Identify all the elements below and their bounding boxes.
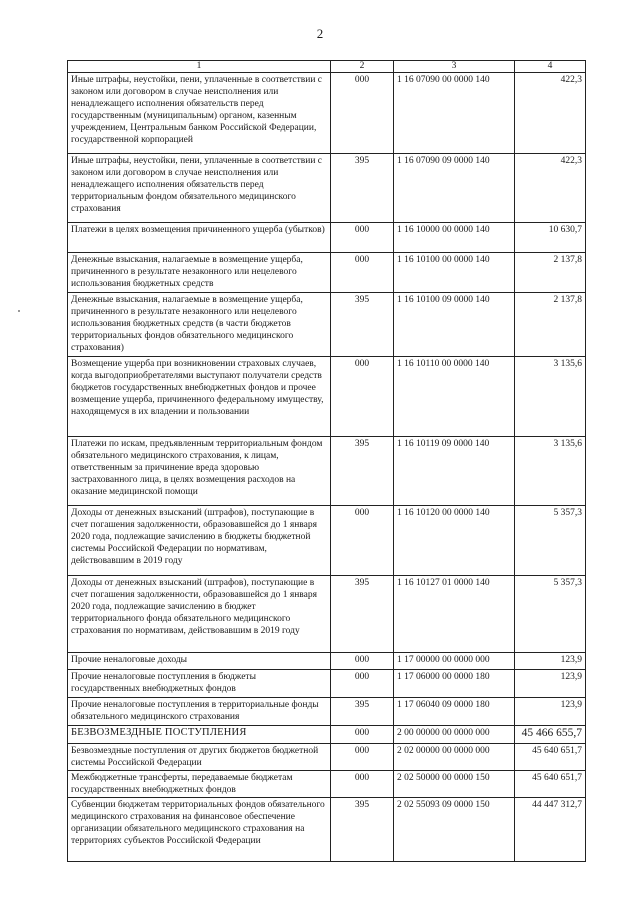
row-description: Иные штрафы, неустойки, пени, уплаченные в соответствии с законом или договором в случае неисполнения или ненадлежащего исполнения обязательств перед государственным (муниципальным) органом, казенным учреждением, Центральным банком Российской Федерации, государственной корпорацией	[68, 73, 331, 154]
row-description: Межбюджетные трансферты, передаваемые бюджетам государственных внебюджетных фондов	[68, 771, 331, 798]
row-admin-code: 000	[331, 357, 394, 437]
row-description: Возмещение ущерба при возникновении страховых случаев, когда выгодоприобретателями выступают получатели средств бюджетов государственных внебюджетных фондов и прочее возмещение ущерба, причиненного федеральному имуществу, находящемуся в их владении и пользовании	[68, 357, 331, 437]
row-admin-code: 000	[331, 506, 394, 576]
row-amount: 123,9	[515, 670, 586, 698]
table-row	[68, 744, 586, 771]
row-budget-code: 1 16 10100 09 0000 140	[394, 293, 515, 357]
row-description: Доходы от денежных взысканий (штрафов), поступающие в счет погашения задолженности, образовавшейся до 1 января 2020 года, подлежащие зачислению в бюджет территориального фонда обязательного медицинского страхования по нормативам, действовавшим в 2019 году	[68, 576, 331, 653]
row-admin-code: 000	[331, 771, 394, 798]
row-budget-code: 1 16 07090 00 0000 140	[394, 73, 515, 154]
table-row	[68, 73, 586, 154]
table-row	[68, 771, 586, 798]
row-description: Безвозмездные поступления от других бюджетов бюджетной системы Российской Федерации	[68, 744, 331, 771]
row-amount: 3 135,6	[515, 357, 586, 437]
table-row	[68, 698, 586, 726]
row-admin-code: 395	[331, 437, 394, 506]
row-description: Прочие неналоговые поступления в бюджеты государственных внебюджетных фондов	[68, 670, 331, 698]
row-admin-code: 000	[331, 253, 394, 293]
table-row	[68, 223, 586, 253]
row-amount: 45 466 655,7	[515, 726, 586, 744]
row-description: Иные штрафы, неустойки, пени, уплаченные в соответствии с законом или договором в случае неисполнения или ненадлежащего исполнения обязательств перед территориальным фондом обязательного медицинского страхования	[68, 154, 331, 223]
header-cell-4: 4	[515, 61, 586, 73]
row-description: Денежные взыскания, налагаемые в возмещение ущерба, причиненного в результате незаконного или нецелевого использования бюджетных средств	[68, 253, 331, 293]
table-row	[68, 293, 586, 357]
row-admin-code: 395	[331, 798, 394, 862]
row-budget-code: 1 16 10000 00 0000 140	[394, 223, 515, 253]
table-row	[68, 670, 586, 698]
row-amount: 10 630,7	[515, 223, 586, 253]
revenue-table	[67, 60, 586, 862]
row-amount: 422,3	[515, 73, 586, 154]
row-budget-code: 2 02 00000 00 0000 000	[394, 744, 515, 771]
row-amount: 5 357,3	[515, 506, 586, 576]
row-budget-code: 1 16 10110 00 0000 140	[394, 357, 515, 437]
row-budget-code: 1 17 06000 00 0000 180	[394, 670, 515, 698]
table-row	[68, 437, 586, 506]
row-budget-code: 1 16 10100 00 0000 140	[394, 253, 515, 293]
row-description: Платежи по искам, предъявленным территориальным фондом обязательного медицинского страхования, к лицам, ответственным за причинение вреда здоровью застрахованного лица, в целях возмещения расходов на оказание медицинской помощи	[68, 437, 331, 506]
row-amount: 44 447 312,7	[515, 798, 586, 862]
table-row	[68, 576, 586, 653]
table-row	[68, 357, 586, 437]
header-cell-1: 1	[68, 61, 331, 73]
row-admin-code: 395	[331, 698, 394, 726]
row-budget-code: 1 17 06040 09 0000 180	[394, 698, 515, 726]
row-admin-code: 000	[331, 223, 394, 253]
row-amount: 123,9	[515, 698, 586, 726]
row-description: Доходы от денежных взысканий (штрафов), поступающие в счет погашения задолженности, образовавшейся до 1 января 2020 года, подлежащие зачислению в бюджеты бюджетной системы Российской Федерации по нормативам, действовавшим в 2019 году	[68, 506, 331, 576]
row-budget-code: 2 02 55093 09 0000 150	[394, 798, 515, 862]
table-row	[68, 506, 586, 576]
scan-speck	[18, 310, 20, 312]
row-budget-code: 1 17 00000 00 0000 000	[394, 653, 515, 670]
row-budget-code: 1 16 07090 09 0000 140	[394, 154, 515, 223]
table-row	[68, 726, 586, 744]
row-admin-code: 395	[331, 154, 394, 223]
row-amount: 2 137,8	[515, 253, 586, 293]
row-budget-code: 1 16 10127 01 0000 140	[394, 576, 515, 653]
row-admin-code: 395	[331, 293, 394, 357]
table-row	[68, 798, 586, 862]
row-budget-code: 1 16 10120 00 0000 140	[394, 506, 515, 576]
row-amount: 45 640 651,7	[515, 744, 586, 771]
header-cell-2: 2	[331, 61, 394, 73]
row-description: БЕЗВОЗМЕЗДНЫЕ ПОСТУПЛЕНИЯ	[68, 726, 331, 744]
row-description: Платежи в целях возмещения причиненного ущерба (убытков)	[68, 223, 331, 253]
row-budget-code: 1 16 10119 09 0000 140	[394, 437, 515, 506]
header-cell-3: 3	[394, 61, 515, 73]
row-description: Прочие неналоговые доходы	[68, 653, 331, 670]
row-admin-code: 000	[331, 670, 394, 698]
row-amount: 3 135,6	[515, 437, 586, 506]
row-admin-code: 000	[331, 73, 394, 154]
row-budget-code: 2 00 00000 00 0000 000	[394, 726, 515, 744]
row-admin-code: 000	[331, 653, 394, 670]
table-row	[68, 253, 586, 293]
row-description: Субвенции бюджетам территориальных фондов обязательного медицинского страхования на финансовое обеспечение организации обязательного медицинского страхования на территориях субъектов Российской Федерации	[68, 798, 331, 862]
row-admin-code: 000	[331, 726, 394, 744]
row-description: Денежные взыскания, налагаемые в возмещение ущерба, причиненного в результате незаконного или нецелевого использования бюджетных средств (в части бюджетов территориальных фондов обязательного медицинского страхования)	[68, 293, 331, 357]
row-budget-code: 2 02 50000 00 0000 150	[394, 771, 515, 798]
row-amount: 123,9	[515, 653, 586, 670]
table-row	[68, 154, 586, 223]
table-row	[68, 653, 586, 670]
row-admin-code: 395	[331, 576, 394, 653]
row-admin-code: 000	[331, 744, 394, 771]
page-number: 2	[316, 26, 324, 41]
row-description: Прочие неналоговые поступления в территориальные фонды обязательного медицинского страхования	[68, 698, 331, 726]
row-amount: 2 137,8	[515, 293, 586, 357]
row-amount: 45 640 651,7	[515, 771, 586, 798]
row-amount: 422,3	[515, 154, 586, 223]
row-amount: 5 357,3	[515, 576, 586, 653]
table-header-row	[68, 61, 586, 73]
